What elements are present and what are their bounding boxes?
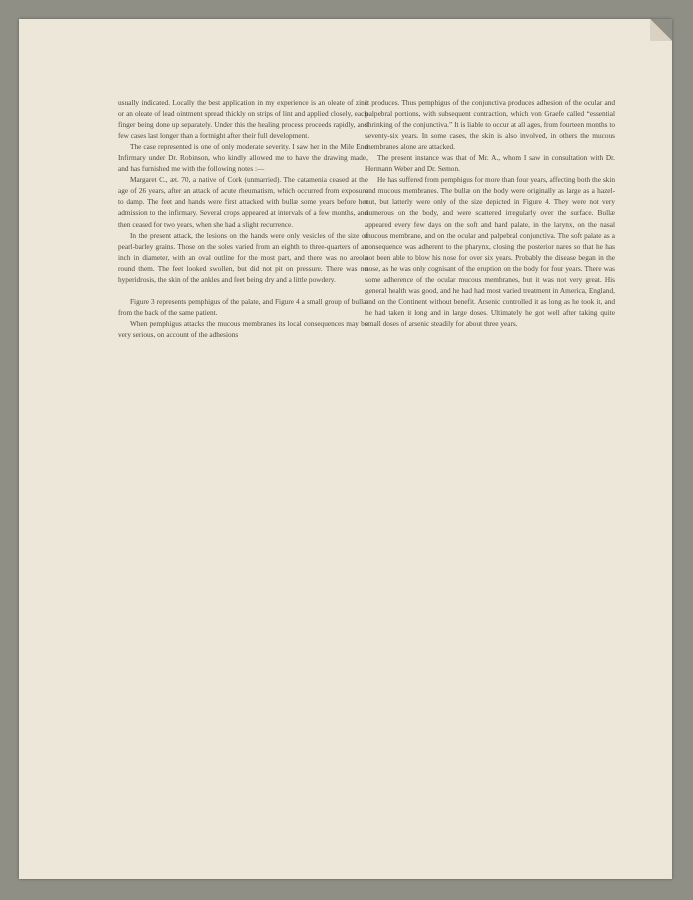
- paragraph: Margaret C., æt. 70, a native of Cork (unmarried). The catamenia ceased at the age of 26 years, after an attack of acute rheumatism, which occurred from exposure to damp. The feet and hands were first attacked with bullæ some years before her admission to the infirmary. Several crops appeared at intervals of a few months, and then ceased for two years, when she had a slight recurrence.: [118, 175, 368, 229]
- paragraph: He has suffered from pemphigus for more than four years, affecting both the skin and mucous membranes. The bullæ on the body were originally as large as a hazel-nut, but latterly were only of the size depicted in Figure 4. They were not very numerous on the body, and were scattered irregularly over the surface. Bullæ appeared every few days on the soft and hard palate, in the larynx, on the nasal mucous membrane, and on the ocular and palpebral conjunctiva. The soft palate as a consequence was adherent to the pharynx, closing the posterior nares so that he has not been able to blow his nose for over six years. Probably the disease began in the nose, as he was only cognisant of the eruption on the body for four years. There was some adherence of the ocular mucous membranes, but it was not very great. His general health was good, and he had had most varied treatment in America, England, and on the Continent without benefit. Arsenic controlled it as long as he took it, and he had taken it long and in large doses. Ultimately he got well after taking quite small doses of arsenic steadily for about three years.: [365, 175, 615, 328]
- right-text-column: [365, 97, 615, 329]
- paragraph: In the present attack, the lesions on the hands were only vesicles of the size of pearl-barley grains. Those on the soles varied from an eighth to three-quarters of an inch in diameter, with an oval outline for the most part, and there was no areola round them. The feet looked swollen, but did not pit on pressure. There was no hyperidrosis, the skin of the ankles and feet being dry and a little powdery.: [118, 230, 368, 284]
- paragraph: The case represented is one of only moderate severity. I saw her in the Mile End Infirmary under Dr. Robinson, who kindly allowed me to have the drawing made, and has furnished me with the following notes :—: [118, 142, 368, 174]
- paragraph: it produces. Thus pemphigus of the conjunctiva produces adhesion of the ocular and palpebral portions, with subsequent contraction, which von Graefe called “essential shrinking of the conjunctiva.” It is liable to occur at all ages, from fourteen months to seventy-six years. In some cases, the skin is also involved, in others the mucous membranes alone are attacked.: [365, 98, 615, 152]
- paragraph: Figure 3 represents pemphigus of the palate, and Figure 4 a small group of bullæ from the back of the same patient.: [118, 296, 368, 317]
- left-text-column: [118, 97, 368, 340]
- page-corner-fold: [650, 19, 672, 41]
- paragraph: usually indicated. Locally the best application in my experience is an oleate of zinc or an oleate of lead ointment spread thickly on strips of lint and applied closely, each finger being done up separately. Under this the healing process proceeds rapidly, and few cases last longer than a fortnight after their full development.: [118, 98, 368, 141]
- document-page: [19, 19, 672, 879]
- paragraph: When pemphigus attacks the mucous membranes its local consequences may be very serious, on account of the adhesions: [118, 318, 368, 339]
- paragraph: The present instance was that of Mr. A., whom I saw in consultation with Dr. Hermann Weber and Dr. Semon.: [365, 153, 615, 174]
